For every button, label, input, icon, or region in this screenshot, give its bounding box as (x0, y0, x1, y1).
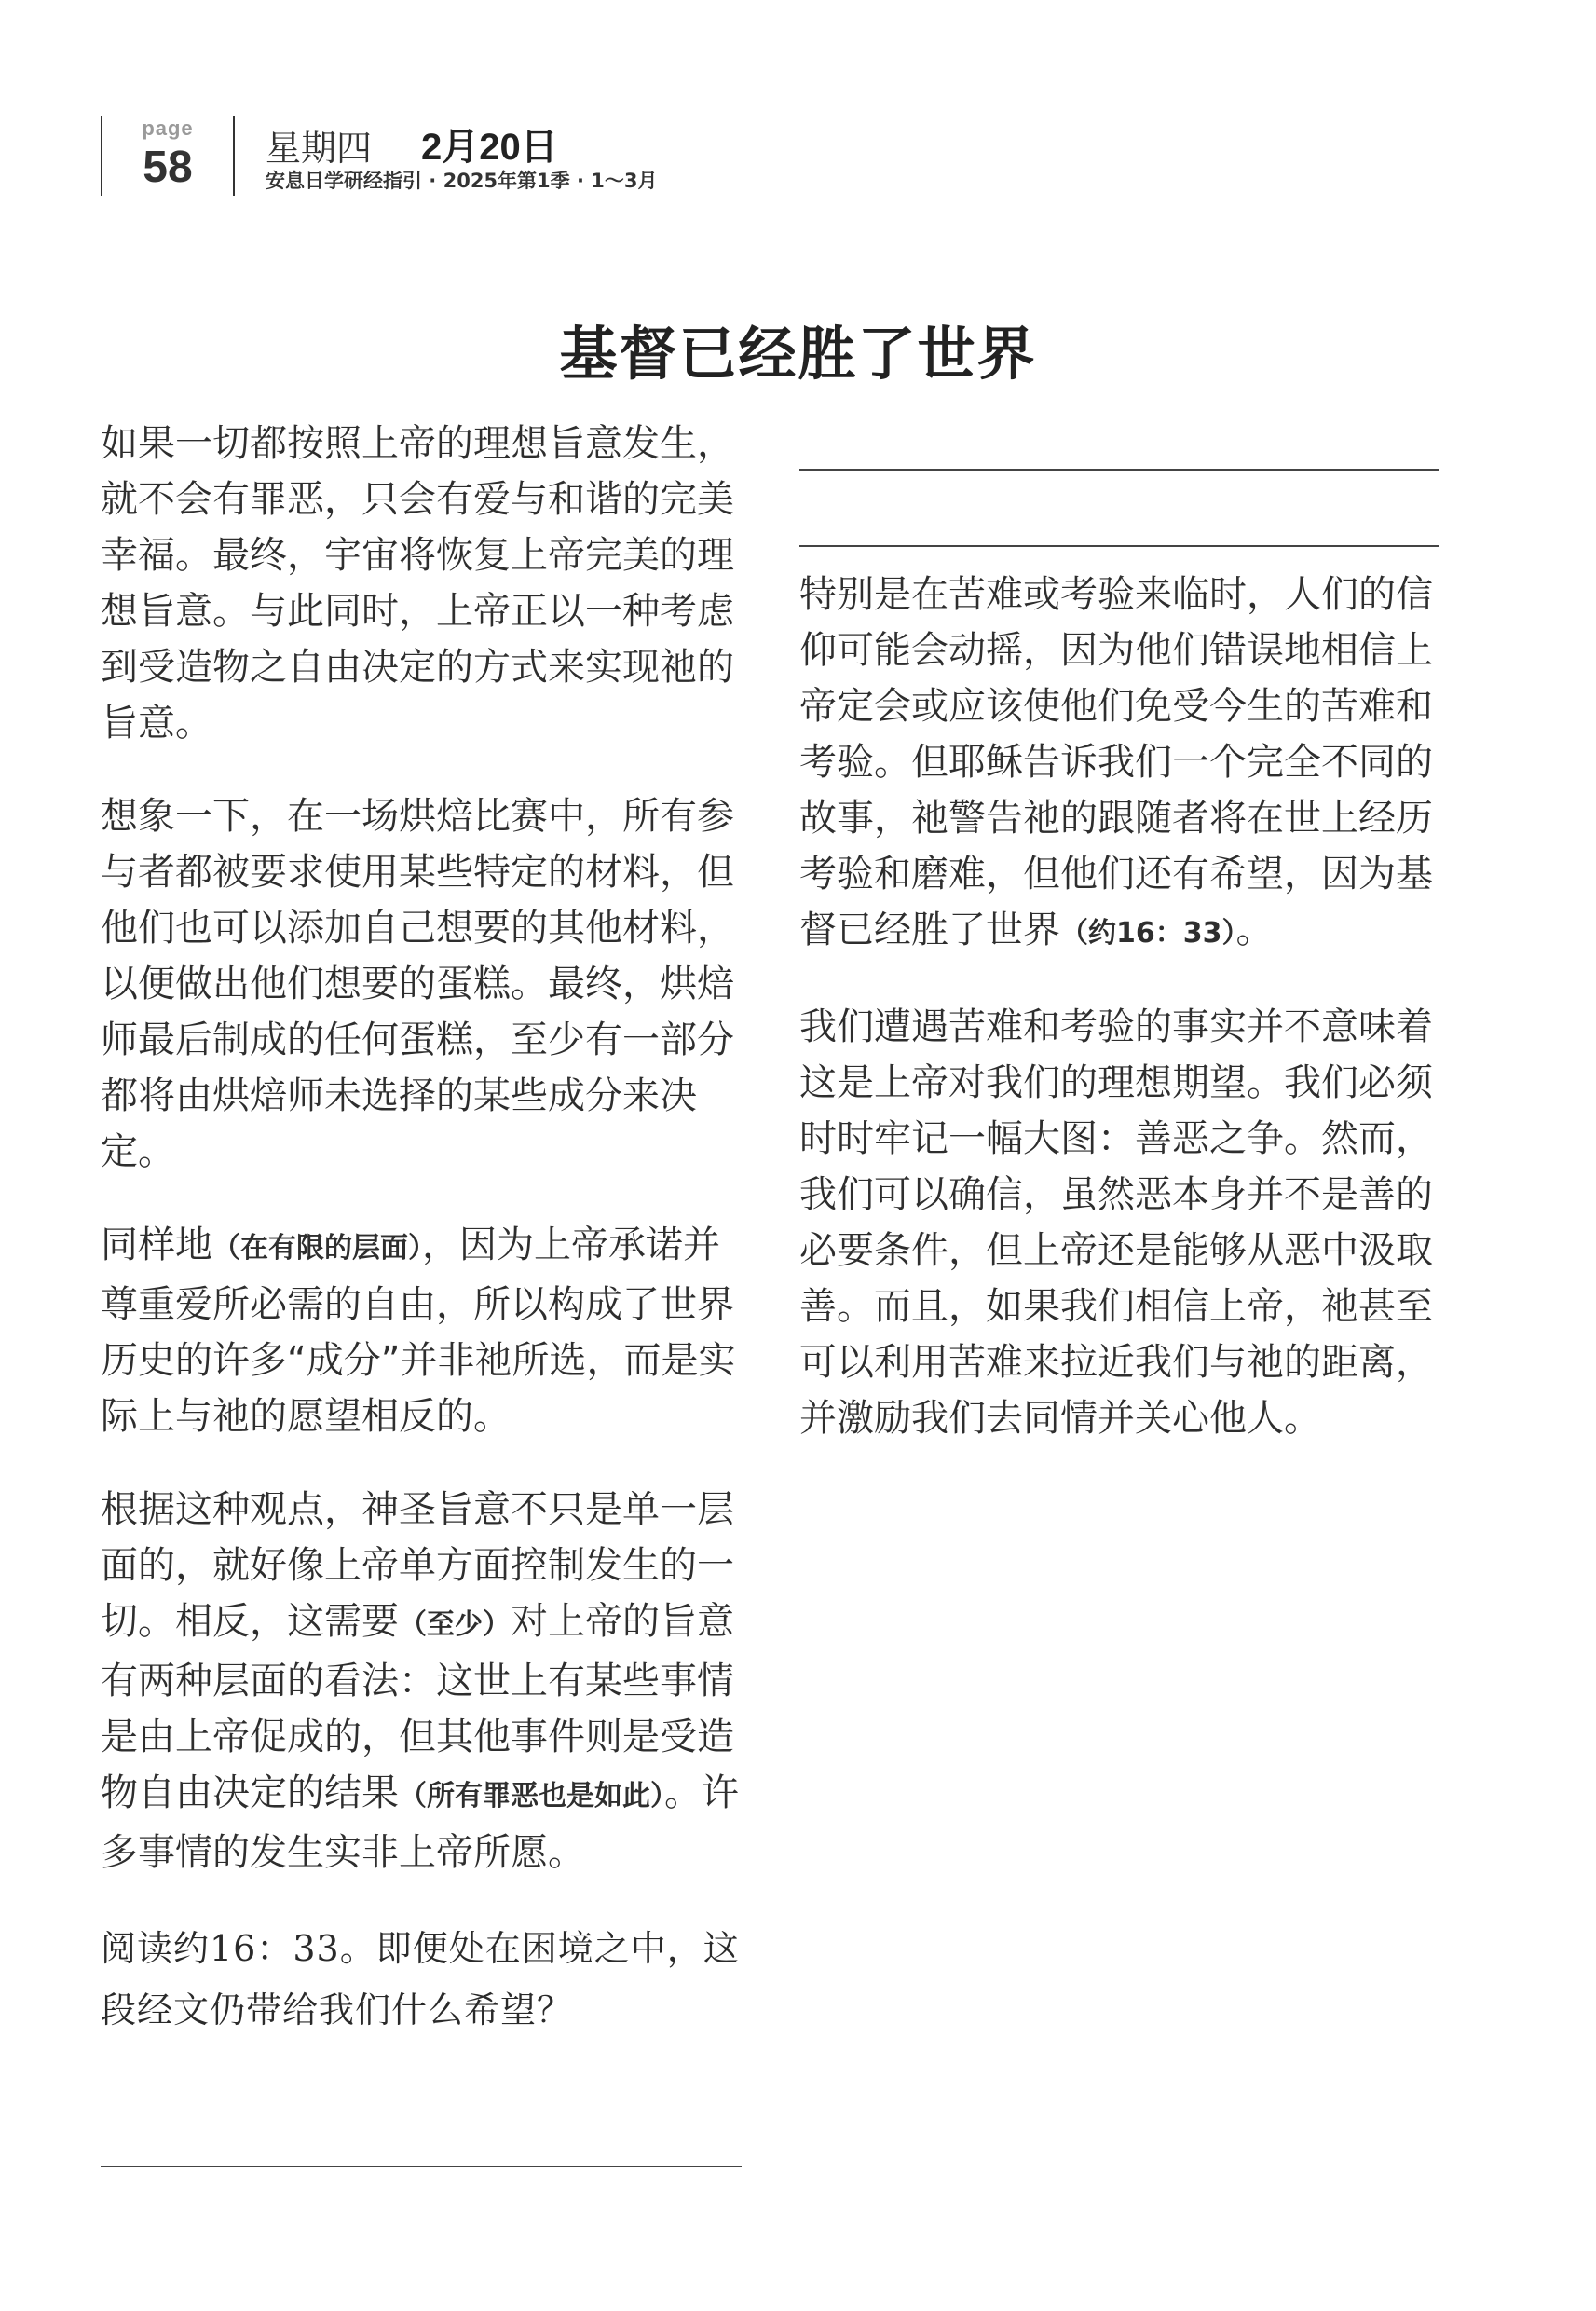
paragraph-1: 如果一切都按照上帝的理想旨意发生，就不会有罪恶，只会有爱与和谐的完美幸福。最终，宇宙将恢复上帝完美的理想旨意。与此同时，上帝正以一种考虑到受造物之自由决定的方式来实现祂的旨意。 (101, 422, 734, 745)
reading-question: 阅读约16：33。即便处在困境之中，这段经文仍带给我们什么希望？ (101, 1928, 740, 2031)
paragraph-3-text-b: ，因为上帝承诺并尊重爱所必需的自由，所以构成了世界历史的许多“成分”并非祂所选，而是实际上与祂的愿望相反的。 (101, 1224, 736, 1438)
answer-line-left (101, 2166, 742, 2167)
header-divider-right (233, 116, 235, 196)
page-number: 58 (143, 143, 193, 192)
page-label: page (142, 116, 194, 140)
publication-subtitle: 安息日学研经指引 · 2025年第1季 · 1～3月 (266, 170, 658, 192)
right-column (799, 567, 1452, 1446)
paragraph-4-text-b: 对上帝的旨意有两种层面的看法：这世上有某些事情是由上帝促成的，但其他事件则是受造物自由决定的结果 (101, 1600, 734, 1814)
scripture-reference: （约16：33） (1060, 917, 1236, 950)
header-divider-left (101, 116, 102, 196)
paragraph-2: 想象一下，在一场烘焙比赛中，所有参与者都被要求使用某些特定的材料，但他们也可以添加自己想要的其他材料，以便做出他们想要的蛋糕。最终，烘焙师最后制成的任何蛋糕，至少有一部分都将由烘焙师未选择的某些成分来决定。 (101, 795, 734, 1173)
date: 2月20日 (421, 127, 558, 168)
lesson-title: 基督已经胜了世界 (559, 320, 1037, 388)
right-paragraph-1-text-b: 。 (1235, 909, 1274, 951)
paragraph-4-note-1: （至少） (399, 1608, 511, 1641)
weekday: 星期四 (266, 128, 373, 169)
page-header (0, 0, 1596, 214)
paragraph-4 (101, 1482, 743, 1880)
paragraph-3 (101, 1217, 743, 1444)
right-paragraph-1 (799, 567, 1452, 962)
paragraph-4-text-c: 。许多事情的发生实非上帝所愿。 (101, 1771, 739, 1874)
paragraph-4-text-a: 根据这种观点，神圣旨意不只是单一层面的，就好像上帝单方面控制发生的一切。相反，这需要 (101, 1488, 734, 1643)
left-column (101, 416, 743, 2041)
paragraph-3-note: （在有限的层面） (212, 1232, 422, 1265)
right-paragraph-2: 我们遭遇苦难和考验的事实并不意味着这是上帝对我们的理想期望。我们必须时时牢记一幅大图：善恶之争。然而，我们可以确信，虽然恶本身并不是善的必要条件，但上帝还是能够从恶中汲取善。而且，如果我们相信上帝，祂甚至可以利用苦难来拉近我们与祂的距离，并激励我们去同情并关心他人。 (799, 1005, 1433, 1440)
right-paragraph-1-text-a: 特别是在苦难或考验来临时，人们的信仰可能会动摇，因为他们错误地相信上帝定会或应该使他们免受今生的苦难和考验。但耶稣告诉我们一个完全不同的故事，祂警告祂的跟随者将在世上经历考验和磨难，但他们还有希望，因为基督已经胜了世界 (799, 573, 1433, 951)
paragraph-3-text-a: 同样地 (101, 1224, 212, 1266)
paragraph-4-note-2: （所有罪恶也是如此） (399, 1780, 664, 1812)
answer-line-right-2 (799, 545, 1439, 547)
answer-line-right-1 (799, 469, 1439, 471)
